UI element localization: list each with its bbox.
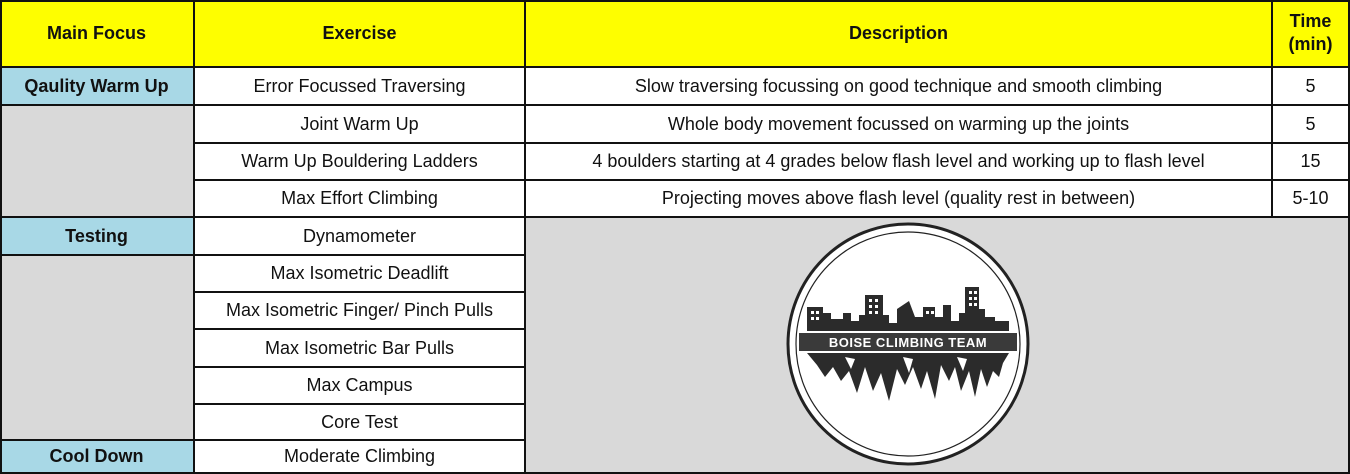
- focus-cool-down: Cool Down: [0, 441, 195, 474]
- exercise-cell: Dynamometer: [195, 218, 526, 256]
- header-main-focus: Main Focus: [0, 0, 195, 68]
- description-cell: Slow traversing focussing on good technique and smooth climbing: [526, 68, 1273, 106]
- description-cell: Projecting moves above flash level (quality rest in between): [526, 181, 1273, 218]
- logo-text: BOISE CLIMBING TEAM: [828, 335, 988, 350]
- exercise-cell: Warm Up Bouldering Ladders: [195, 144, 526, 181]
- exercise-cell: Max Isometric Finger/ Pinch Pulls: [195, 293, 526, 330]
- focus-warm-up-span: [0, 106, 195, 218]
- time-cell: 15: [1273, 144, 1350, 181]
- focus-testing-span: [0, 256, 195, 441]
- header-exercise: Exercise: [195, 0, 526, 68]
- exercise-cell: Max Isometric Deadlift: [195, 256, 526, 293]
- exercise-cell: Max Effort Climbing: [195, 181, 526, 218]
- description-cell: Whole body movement focussed on warming up the joints: [526, 106, 1273, 144]
- exercise-cell: Core Test: [195, 405, 526, 441]
- description-cell: 4 boulders starting at 4 grades below flash level and working up to flash level: [526, 144, 1273, 181]
- exercise-cell: Max Campus: [195, 368, 526, 405]
- exercise-cell: Max Isometric Bar Pulls: [195, 330, 526, 368]
- header-time-label: Time: [1289, 11, 1332, 31]
- header-time: [1273, 0, 1350, 68]
- exercise-cell: Joint Warm Up: [195, 106, 526, 144]
- focus-warm-up: Qaulity Warm Up: [0, 68, 195, 106]
- header-time-unit: (min): [1288, 34, 1333, 54]
- exercise-cell: Moderate Climbing: [195, 441, 526, 474]
- header-description: Description: [526, 0, 1273, 68]
- time-cell: 5: [1273, 68, 1350, 106]
- time-cell: 5-10: [1273, 181, 1350, 218]
- exercise-cell: Error Focussed Traversing: [195, 68, 526, 106]
- focus-testing: Testing: [0, 218, 195, 256]
- time-cell: 5: [1273, 106, 1350, 144]
- boise-climbing-team-logo: [785, 221, 1031, 467]
